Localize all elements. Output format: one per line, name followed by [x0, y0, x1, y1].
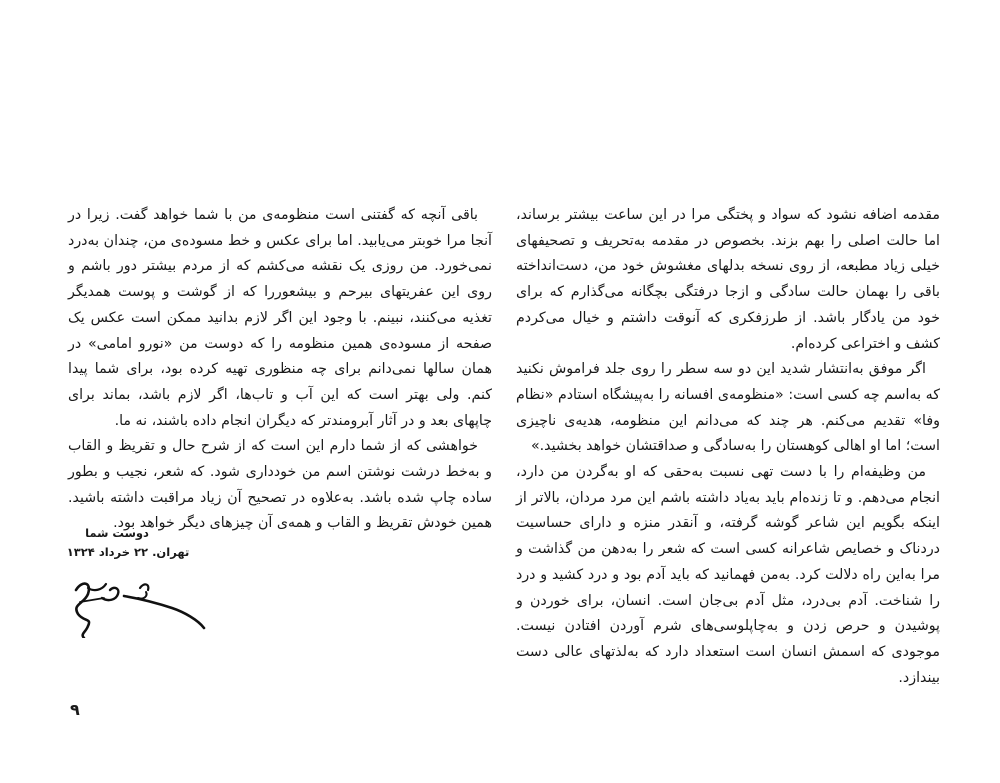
left-column-text [68, 203, 492, 537]
paragraph: من وظیفه‌ام را با دست تهی نسبت به‌حقی که او به‌گردن من دارد، انجام می‌دهم. و تا زنده‌ام باید به‌یاد داشته باشم این مرد مردان، بالاتر از اینکه بگویم این شاعر گوشه گرفته، و آنقدر منزه و دارای حساسیت دردناک و خصایص شاعرانه کسی است که شعر را به‌دهن من گذاشت و مرا به‌این راه دلالت کرد. به‌من فهمانید که باید آدم بود و درد کشید و درد را شناخت. آدم بی‌درد، مثل آدم بی‌جان است. انسان، برای خوردن و پوشیدن و حرص زدن و به‌چاپلوسی‌های شرم آوردن افتادن نیست. موجودی که اسمش انسان است استعداد دارد که به‌لذتهای عالی دست بیندازد. [516, 464, 940, 686]
paragraph: اگر موفق به‌انتشار شدید این دو سه سطر را روی جلد فراموش نکنید که به‌اسم چه کسی است: «منظومه‌ی افسانه را به‌پیشگاه استادم «نظام وفا» تقدیم می‌کنم. هر چند که می‌دانم این منظومه، هدیه‌ی ناچیزی است؛ اما او اهالی کوهستان را به‌سادگی و صداقتشان خواهد بخشید.» [516, 361, 940, 455]
right-column-text [516, 203, 940, 691]
page-number: ۹ [70, 700, 80, 719]
paragraph: خواهشی که از شما دارم این است که از شرح حال و تقریظ و القاب و به‌خط درشت نوشتن اسم من خودداری شود. که شعر، نجیب و بطور ساده چاپ شده باشد. به‌علاوه در تصحیح آن زیاد مراقبت داشته باشید. همین خودش تقریظ و القاب و همه‌ی آن چیزهای دیگر خواهد بود. [68, 438, 492, 532]
signoff: دوست شما [85, 526, 149, 540]
paragraph: مقدمه اضافه نشود که سواد و پختگی مرا در این ساعت بیشتر برساند، اما حالت اصلی را بهم بزند. بخصوص در مقدمه به‌تحریف و تصحیفهای خیلی زیاد مطبعه، از روی نسخه بدلهای مغشوش خود من، دست‌انداخته باقی را بهمان حالت سادگی و ازجا درفتگی بچگانه می‌گذارم که برای خود من یادگار باشد. از طرزفکری که آنوقت داشتم و خیال می‌کردم کشف و اختراعی کرده‌ام. [516, 207, 940, 352]
paragraph: باقی آنچه که گفتنی است منظومه‌ی من با شما خواهد گفت. زیرا در آنجا مرا خوبتر می‌یابید. اما برای عکس و خط مسوده‌ی من، چندان به‌درد نمی‌خورد. من روزی یک نقشه می‌کشم که از مردم بیشتر دور باشم و روی این عفریتهای بیرحم و بیشعوررا که از گوشت و پوست همدیگر تغذیه می‌کنند، نبینم. با وجود این اگر لازم بدانید ممکن است عکس یک صفحه از مسوده‌ی همین منظومه را که دوست من «نورو امامی» در همان سالها نمی‌دانم برای چه منظوری تهیه کرده بود، برای شما پیدا کنم. ولی بهتر است که این آب و تاب‌ها، اگر لازم باشد، بماند برای چاپهای بعد و در آثار آبرومندتر که دیگران انجام داده باشند، نه ما. [68, 207, 492, 429]
place-date: تهران. ۲۲ خرداد ۱۳۲۴ [66, 545, 190, 559]
handwritten-signature [58, 568, 208, 638]
